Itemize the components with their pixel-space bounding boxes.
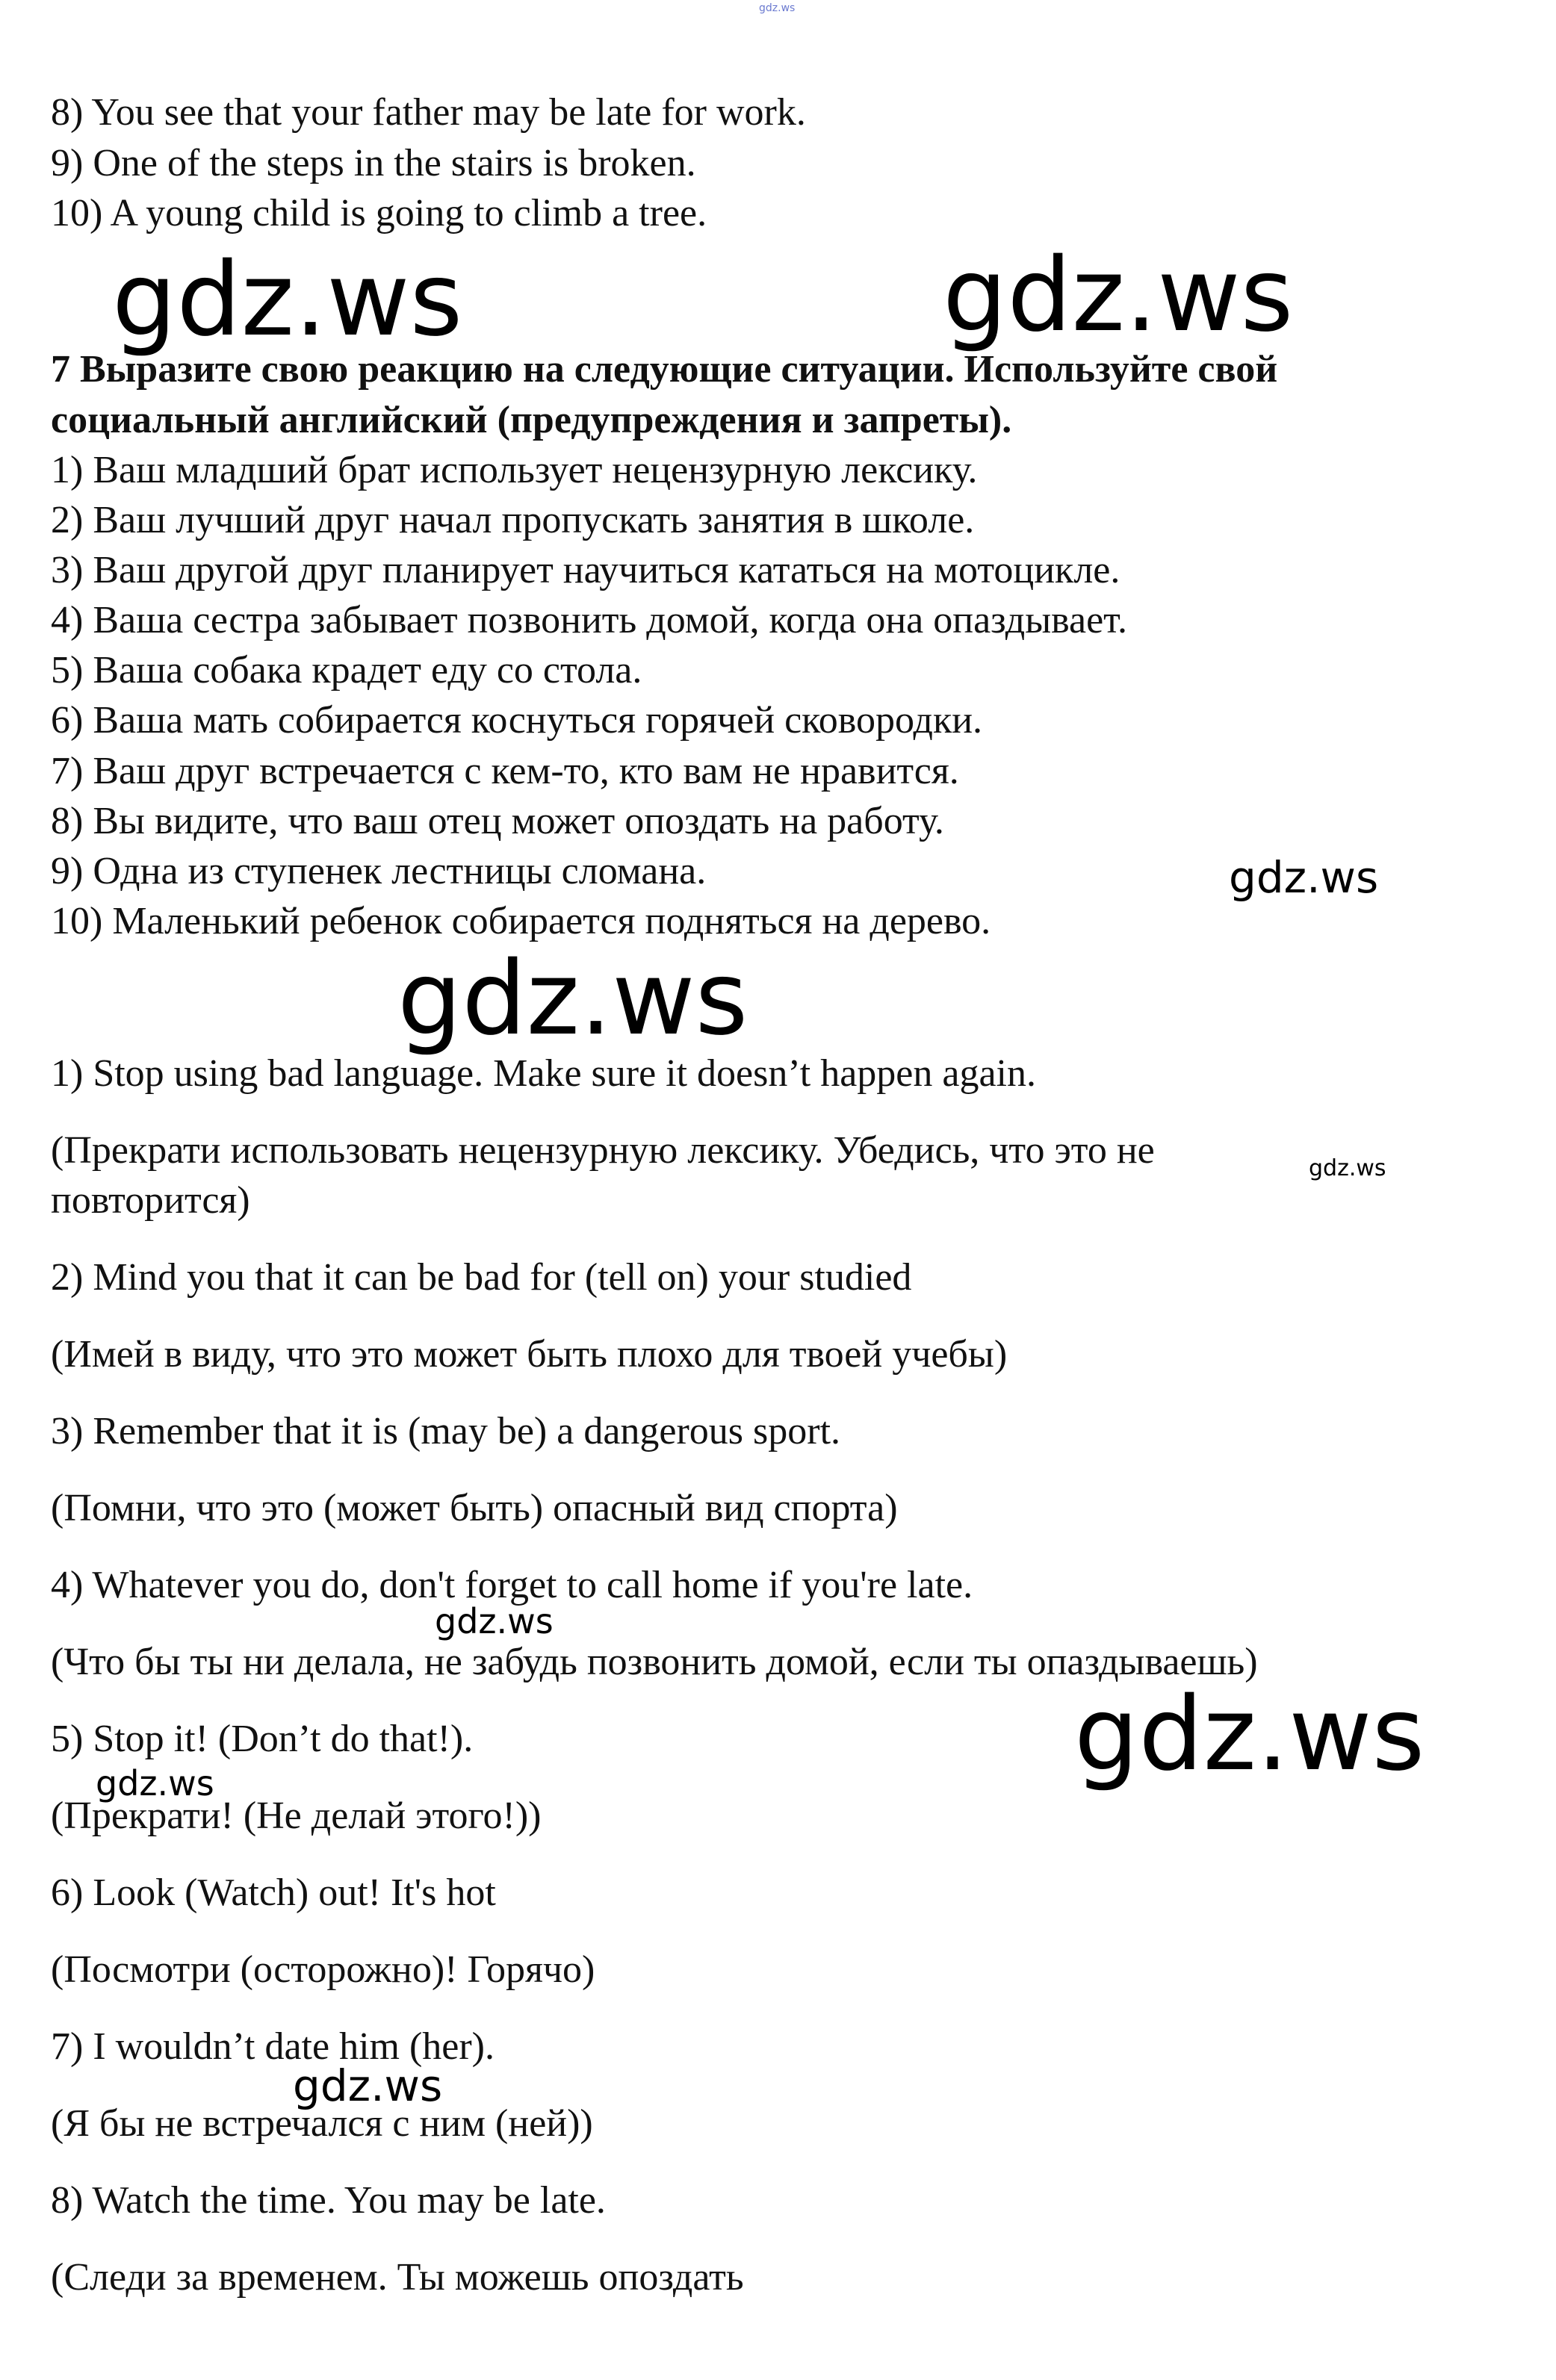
answer-ru: (Прекрати использовать нецензурную лексику. Убедись, что это не <box>51 1129 1155 1172</box>
answer-ru: (Я бы не встречался с ним (ней)) <box>51 2102 593 2145</box>
answer-ru: (Имей в виду, что это может быть плохо для твоей учебы) <box>51 1333 1008 1376</box>
answer-en: 4) Whatever you do, don't forget to call home if you're late. <box>51 1564 973 1606</box>
task-title-continued: социальный английский (предупреждения и запреты). <box>51 399 1012 441</box>
task-item: 3) Ваш другой друг планирует научиться кататься на мотоцикле. <box>51 549 1120 591</box>
answer-en: 2) Mind you that it can be bad for (tell on) your studied <box>51 1256 912 1299</box>
watermark-small: gdz.ws <box>435 1601 554 1641</box>
task-item: 1) Ваш младший брат использует нецензурную лексику. <box>51 449 978 491</box>
task-item: 6) Ваша мать собирается коснуться горячей сковородки. <box>51 699 983 742</box>
watermark-top-tiny: gdz.ws <box>759 2 796 14</box>
watermark-large-left: gdz.ws <box>112 241 463 359</box>
task-item: 9) Одна из ступенек лестницы сломана. <box>51 850 707 892</box>
watermark-large-right: gdz.ws <box>943 237 1294 355</box>
answer-ru: (Следи за временем. Ты можешь опоздать <box>51 2256 744 2299</box>
answer-en: 8) Watch the time. You may be late. <box>51 2179 606 2222</box>
watermark-large-center: gdz.ws <box>397 940 748 1058</box>
list-item: 9) One of the steps in the stairs is broken. <box>51 142 696 184</box>
watermark-large-right-lower: gdz.ws <box>1074 1676 1425 1794</box>
task-title: 7 Выразите свою реакцию на следующие ситуации. Используйте свой <box>51 348 1278 391</box>
task-item: 5) Ваша собака крадет еду со стола. <box>51 649 642 692</box>
answer-en: 3) Remember that it is (may be) a dangerous sport. <box>51 1410 841 1452</box>
answer-en: 5) Stop it! (Don’t do that!). <box>51 1718 474 1760</box>
task-item: 8) Вы видите, что ваш отец может опоздать на работу. <box>51 800 944 842</box>
task-item: 4) Ваша сестра забывает позвонить домой, когда она опаздывает. <box>51 599 1127 641</box>
watermark-small: gdz.ws <box>96 1763 214 1803</box>
watermark-medium: gdz.ws <box>293 2060 443 2111</box>
answer-ru: (Что бы ты ни делала, не забудь позвонить домой, если ты опаздываешь) <box>51 1641 1258 1683</box>
list-item: 8) You see that your father may be late for work. <box>51 91 806 134</box>
watermark-small-inline: gdz.ws <box>1309 1155 1386 1181</box>
answer-ru: повторится) <box>51 1179 250 1222</box>
answer-en: 7) I wouldn’t date him (her). <box>51 2025 495 2068</box>
answer-en: 6) Look (Watch) out! It's hot <box>51 1871 496 1914</box>
task-item: 10) Маленький ребенок собирается подняться на дерево. <box>51 900 991 942</box>
list-item: 10) A young child is going to climb a tree. <box>51 192 707 234</box>
watermark-medium: gdz.ws <box>1229 852 1379 903</box>
answer-en: 1) Stop using bad language. Make sure it doesn’t happen again. <box>51 1052 1036 1095</box>
answer-ru: (Прекрати! (Не делай этого!)) <box>51 1795 542 1837</box>
task-item: 7) Ваш друг встречается с кем-то, кто вам не нравится. <box>51 750 959 792</box>
answer-ru: (Посмотри (осторожно)! Горячо) <box>51 1948 595 1991</box>
task-item: 2) Ваш лучший друг начал пропускать занятия в школе. <box>51 499 975 541</box>
answer-ru: (Помни, что это (может быть) опасный вид спорта) <box>51 1487 898 1529</box>
